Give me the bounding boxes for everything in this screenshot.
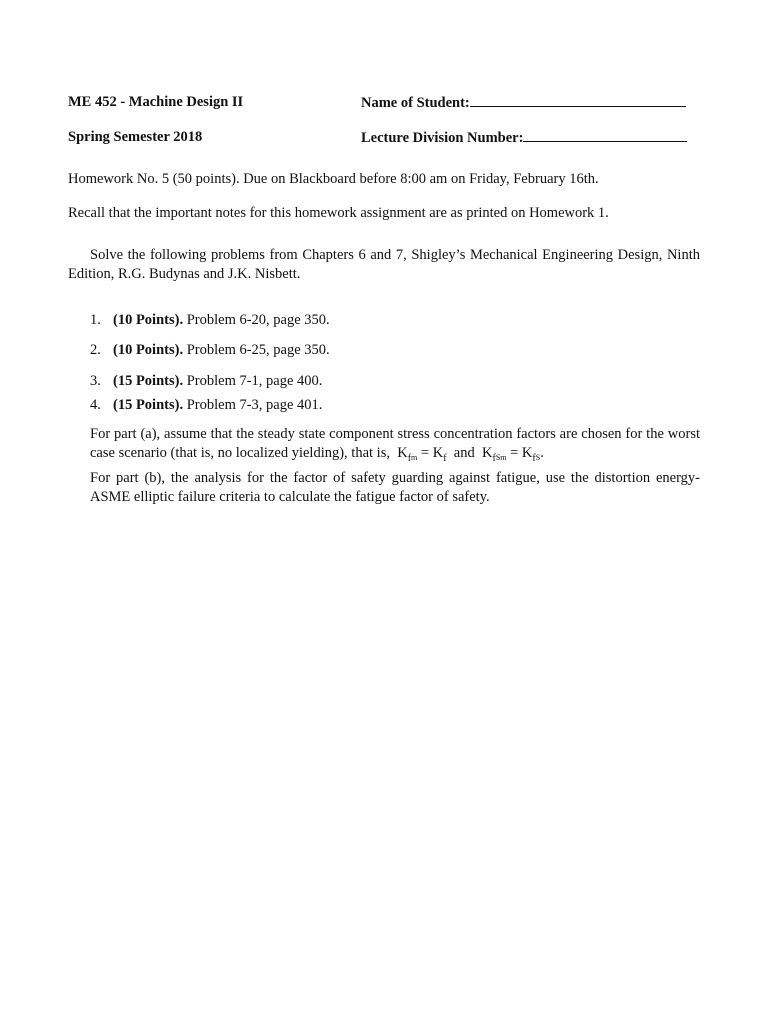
intro-paragraph	[68, 246, 700, 284]
equation-and: and	[453, 445, 475, 461]
equation-kfm: $K_{fm} = K_f$	[397, 445, 447, 464]
lecture-division-blank	[523, 129, 687, 142]
name-of-student-blank	[470, 94, 686, 107]
equation-kfsm: $K_{fSm} = K_{fS}$.	[481, 445, 544, 464]
course-title: ME 452 - Machine Design II	[68, 94, 244, 110]
part-a-text: For part (a), assume that the steady state component stress concentration factors are chosen for the worst case scenario (that is, no localized yielding), that is,	[90, 426, 700, 461]
name-of-student-field	[361, 94, 686, 112]
problem-text: Problem 7-1, page 400.	[183, 373, 323, 389]
homework-line: Homework No. 5 (50 points). Due on Blackboard before 8:00 am on Friday, February 16th.	[68, 171, 599, 187]
problem-points: (15 Points).	[113, 373, 184, 389]
problem-points: (10 Points).	[113, 342, 184, 358]
problem-points: (10 Points).	[113, 312, 184, 328]
problem-number: 3.	[90, 373, 101, 389]
problem-item	[90, 342, 700, 359]
lecture-division-field	[361, 129, 687, 147]
part-a-note	[90, 425, 700, 464]
problem-item	[90, 312, 700, 329]
problem-number: 1.	[90, 312, 101, 328]
problem-number: 4.	[90, 397, 101, 413]
problem-item	[90, 397, 700, 414]
problem-text: Problem 6-20, page 350.	[183, 312, 330, 328]
part-b-note: For part (b), the analysis for the factor of safety guarding against fatigue, use the distortion energy-ASME elliptic failure criteria to calculate the fatigue factor of safety.	[90, 470, 700, 505]
name-of-student-label: Name of Student:	[361, 95, 470, 111]
problem-number: 2.	[90, 342, 101, 358]
semester-title: Spring Semester 2018	[68, 129, 203, 145]
intro-text: Solve the following problems from Chapters 6 and 7, Shigley’s Mechanical Engineering Design, Ninth Edition, R.G. Budynas and J.K. Nisbett.	[68, 247, 700, 282]
problem-text: Problem 7-3, page 401.	[183, 397, 323, 413]
problem-text: Problem 6-25, page 350.	[183, 342, 330, 358]
recall-line: Recall that the important notes for this homework assignment are as printed on Homework 1.	[68, 205, 609, 221]
lecture-division-label: Lecture Division Number:	[361, 130, 524, 146]
problem-item	[90, 373, 700, 390]
problem-points: (15 Points).	[113, 397, 184, 413]
